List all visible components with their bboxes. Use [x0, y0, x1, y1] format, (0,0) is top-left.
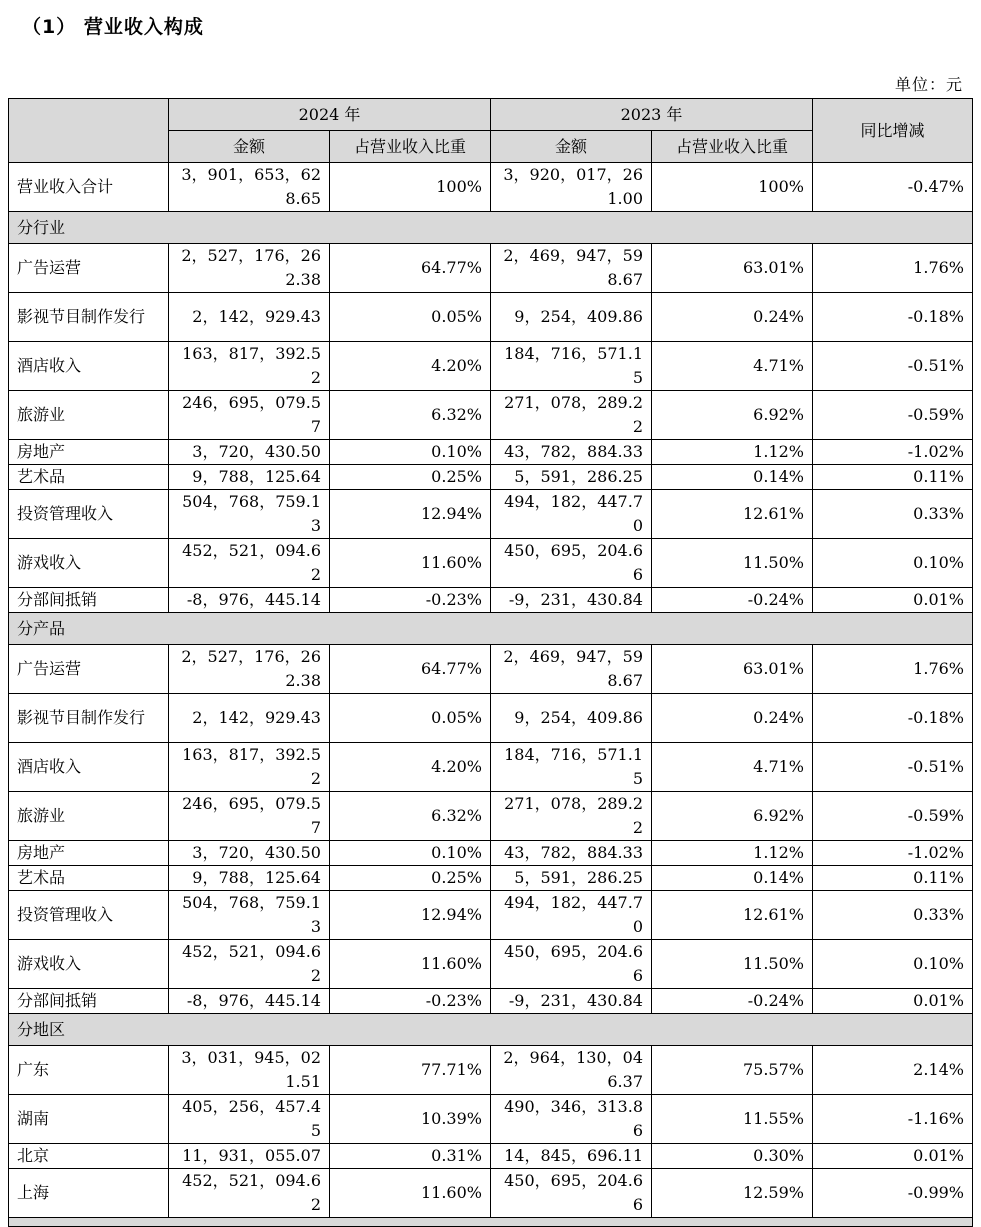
yoy-change: 1.76%	[813, 244, 973, 293]
row-label: 酒店收入	[9, 342, 169, 391]
amount-2024: 2，527，176，262.38	[169, 645, 330, 694]
unit-label: 单位：元	[894, 75, 963, 94]
ratio-2023: 100%	[652, 163, 813, 212]
amount-2023: 9，254，409.86	[491, 293, 652, 342]
row-label: 旅游业	[9, 391, 169, 440]
amount-2024: 2，142，929.43	[169, 694, 330, 743]
yoy-change: 0.11%	[813, 465, 973, 490]
yoy-change: 0.01%	[813, 1144, 973, 1169]
ratio-2023: 0.30%	[652, 1144, 813, 1169]
ratio-2023: 0.14%	[652, 465, 813, 490]
amount-2024: 9，788，125.64	[169, 465, 330, 490]
ratio-2024: 77.71%	[330, 1046, 491, 1095]
header-ratio-2023: 占营业收入比重	[652, 131, 813, 163]
row-label: 湖南	[9, 1095, 169, 1144]
ratio-2024: 0.10%	[330, 440, 491, 465]
amount-2023: 2，964，130，046.37	[491, 1046, 652, 1095]
table-row	[9, 1169, 973, 1218]
table-row	[9, 539, 973, 588]
ratio-2024: 11.60%	[330, 1169, 491, 1218]
section-header-row	[9, 212, 973, 244]
table-row	[9, 465, 973, 490]
ratio-2023: -0.24%	[652, 588, 813, 613]
amount-2023: 490，346，313.86	[491, 1095, 652, 1144]
table-row	[9, 989, 973, 1014]
yoy-change: 0.10%	[813, 539, 973, 588]
table-row	[9, 792, 973, 841]
ratio-2024: 12.94%	[330, 490, 491, 539]
yoy-change: 0.33%	[813, 490, 973, 539]
ratio-2024: 0.10%	[330, 841, 491, 866]
ratio-2024: 4.20%	[330, 342, 491, 391]
table-row	[9, 293, 973, 342]
ratio-2024: 0.31%	[330, 1144, 491, 1169]
row-label: 游戏收入	[9, 940, 169, 989]
amount-2023: -9，231，430.84	[491, 588, 652, 613]
table-row	[9, 645, 973, 694]
header-yoy: 同比增减	[813, 99, 973, 163]
yoy-change: -0.51%	[813, 743, 973, 792]
ratio-2024: 6.32%	[330, 792, 491, 841]
yoy-change: 1.76%	[813, 645, 973, 694]
amount-2023: 43，782，884.33	[491, 440, 652, 465]
ratio-2024: 11.60%	[330, 940, 491, 989]
header-amount-2023: 金额	[491, 131, 652, 163]
header-year-2024: 2024 年	[169, 99, 491, 131]
ratio-2023: 12.59%	[652, 1169, 813, 1218]
row-label: 游戏收入	[9, 539, 169, 588]
row-label: 投资管理收入	[9, 490, 169, 539]
amount-2024: -8，976，445.14	[169, 588, 330, 613]
amount-2024: 2，527，176，262.38	[169, 244, 330, 293]
table-row	[9, 743, 973, 792]
table-row	[9, 694, 973, 743]
section-title: 分产品	[9, 613, 973, 645]
ratio-2024: 6.32%	[330, 391, 491, 440]
amount-2023: 9，254，409.86	[491, 694, 652, 743]
amount-2024: -8，976，445.14	[169, 989, 330, 1014]
row-label: 艺术品	[9, 866, 169, 891]
table-row	[9, 391, 973, 440]
ratio-2024: 64.77%	[330, 645, 491, 694]
table-continuation-cell	[9, 1218, 973, 1227]
row-label: 酒店收入	[9, 743, 169, 792]
amount-2023: -9，231，430.84	[491, 989, 652, 1014]
amount-2023: 5，591，286.25	[491, 465, 652, 490]
ratio-2024: 0.05%	[330, 293, 491, 342]
row-label: 房地产	[9, 841, 169, 866]
total-row	[9, 163, 973, 212]
header-ratio-2024: 占营业收入比重	[330, 131, 491, 163]
ratio-2023: 4.71%	[652, 743, 813, 792]
ratio-2023: 63.01%	[652, 645, 813, 694]
yoy-change: 0.33%	[813, 891, 973, 940]
yoy-change: -1.16%	[813, 1095, 973, 1144]
ratio-2023: 6.92%	[652, 792, 813, 841]
amount-2023: 450，695，204.66	[491, 940, 652, 989]
amount-2023: 3，920，017，261.00	[491, 163, 652, 212]
amount-2024: 452，521，094.62	[169, 1169, 330, 1218]
yoy-change: -1.02%	[813, 440, 973, 465]
header-corner	[9, 99, 169, 163]
yoy-change: -0.99%	[813, 1169, 973, 1218]
section-title: 分行业	[9, 212, 973, 244]
amount-2024: 452，521，094.62	[169, 539, 330, 588]
amount-2023: 14，845，696.11	[491, 1144, 652, 1169]
row-label: 影视节目制作发行	[9, 293, 169, 342]
amount-2024: 504，768，759.13	[169, 490, 330, 539]
table-row	[9, 1095, 973, 1144]
amount-2023: 271，078，289.22	[491, 391, 652, 440]
amount-2023: 184，716，571.15	[491, 342, 652, 391]
ratio-2024: 12.94%	[330, 891, 491, 940]
ratio-2023: 63.01%	[652, 244, 813, 293]
amount-2023: 450，695，204.66	[491, 1169, 652, 1218]
ratio-2024: -0.23%	[330, 588, 491, 613]
row-label: 营业收入合计	[9, 163, 169, 212]
ratio-2024: 64.77%	[330, 244, 491, 293]
amount-2024: 3，720，430.50	[169, 841, 330, 866]
amount-2024: 163，817，392.52	[169, 342, 330, 391]
row-label: 分部间抵销	[9, 989, 169, 1014]
table-row	[9, 891, 973, 940]
section-header-row	[9, 1014, 973, 1046]
yoy-change: -1.02%	[813, 841, 973, 866]
ratio-2023: 4.71%	[652, 342, 813, 391]
ratio-2023: 11.50%	[652, 539, 813, 588]
yoy-change: 0.01%	[813, 588, 973, 613]
ratio-2024: 100%	[330, 163, 491, 212]
row-label: 艺术品	[9, 465, 169, 490]
revenue-table	[8, 98, 973, 1227]
section-header-row	[9, 613, 973, 645]
yoy-change: -0.18%	[813, 293, 973, 342]
ratio-2024: 0.05%	[330, 694, 491, 743]
ratio-2023: 0.24%	[652, 293, 813, 342]
amount-2024: 246，695，079.57	[169, 792, 330, 841]
table-row	[9, 490, 973, 539]
section-title: 分地区	[9, 1014, 973, 1046]
amount-2024: 3，720，430.50	[169, 440, 330, 465]
amount-2024: 3，901，653，628.65	[169, 163, 330, 212]
row-label: 上海	[9, 1169, 169, 1218]
ratio-2024: 0.25%	[330, 465, 491, 490]
ratio-2023: 11.55%	[652, 1095, 813, 1144]
ratio-2023: 1.12%	[652, 841, 813, 866]
amount-2024: 452，521，094.62	[169, 940, 330, 989]
amount-2023: 2，469，947，598.67	[491, 244, 652, 293]
header-amount-2024: 金额	[169, 131, 330, 163]
yoy-change: -0.59%	[813, 391, 973, 440]
yoy-change: -0.59%	[813, 792, 973, 841]
yoy-change: -0.47%	[813, 163, 973, 212]
table-row	[9, 244, 973, 293]
amount-2024: 11，931，055.07	[169, 1144, 330, 1169]
table-row	[9, 1046, 973, 1095]
ratio-2023: -0.24%	[652, 989, 813, 1014]
amount-2024: 163，817，392.52	[169, 743, 330, 792]
yoy-change: 2.14%	[813, 1046, 973, 1095]
row-label: 房地产	[9, 440, 169, 465]
amount-2023: 5，591，286.25	[491, 866, 652, 891]
ratio-2023: 0.14%	[652, 866, 813, 891]
ratio-2024: 0.25%	[330, 866, 491, 891]
ratio-2023: 0.24%	[652, 694, 813, 743]
row-label: 北京	[9, 1144, 169, 1169]
ratio-2023: 11.50%	[652, 940, 813, 989]
table-row	[9, 1144, 973, 1169]
yoy-change: 0.01%	[813, 989, 973, 1014]
table-row	[9, 940, 973, 989]
amount-2023: 184，716，571.15	[491, 743, 652, 792]
ratio-2023: 1.12%	[652, 440, 813, 465]
header-year-2023: 2023 年	[491, 99, 813, 131]
ratio-2023: 12.61%	[652, 490, 813, 539]
table-row	[9, 588, 973, 613]
ratio-2023: 12.61%	[652, 891, 813, 940]
amount-2023: 494，182，447.70	[491, 891, 652, 940]
ratio-2024: 10.39%	[330, 1095, 491, 1144]
yoy-change: -0.18%	[813, 694, 973, 743]
ratio-2023: 6.92%	[652, 391, 813, 440]
row-label: 旅游业	[9, 792, 169, 841]
row-label: 投资管理收入	[9, 891, 169, 940]
amount-2024: 3，031，945，021.51	[169, 1046, 330, 1095]
row-label: 广东	[9, 1046, 169, 1095]
table-continuation-row	[9, 1218, 973, 1227]
row-label: 广告运营	[9, 244, 169, 293]
amount-2023: 450，695，204.66	[491, 539, 652, 588]
row-label: 广告运营	[9, 645, 169, 694]
row-label: 影视节目制作发行	[9, 694, 169, 743]
amount-2023: 43，782，884.33	[491, 841, 652, 866]
table-row	[9, 440, 973, 465]
ratio-2024: 4.20%	[330, 743, 491, 792]
table-body	[9, 163, 973, 1227]
amount-2024: 9，788，125.64	[169, 866, 330, 891]
ratio-2023: 75.57%	[652, 1046, 813, 1095]
section-heading: （1） 营业收入构成	[22, 16, 204, 38]
amount-2023: 271，078，289.22	[491, 792, 652, 841]
ratio-2024: -0.23%	[330, 989, 491, 1014]
yoy-change: 0.11%	[813, 866, 973, 891]
table-row	[9, 866, 973, 891]
ratio-2024: 11.60%	[330, 539, 491, 588]
table-row	[9, 841, 973, 866]
amount-2024: 246，695，079.57	[169, 391, 330, 440]
amount-2023: 494，182，447.70	[491, 490, 652, 539]
row-label: 分部间抵销	[9, 588, 169, 613]
table-row	[9, 342, 973, 391]
amount-2023: 2，469，947，598.67	[491, 645, 652, 694]
amount-2024: 405，256，457.45	[169, 1095, 330, 1144]
amount-2024: 2，142，929.43	[169, 293, 330, 342]
yoy-change: 0.10%	[813, 940, 973, 989]
amount-2024: 504，768，759.13	[169, 891, 330, 940]
yoy-change: -0.51%	[813, 342, 973, 391]
